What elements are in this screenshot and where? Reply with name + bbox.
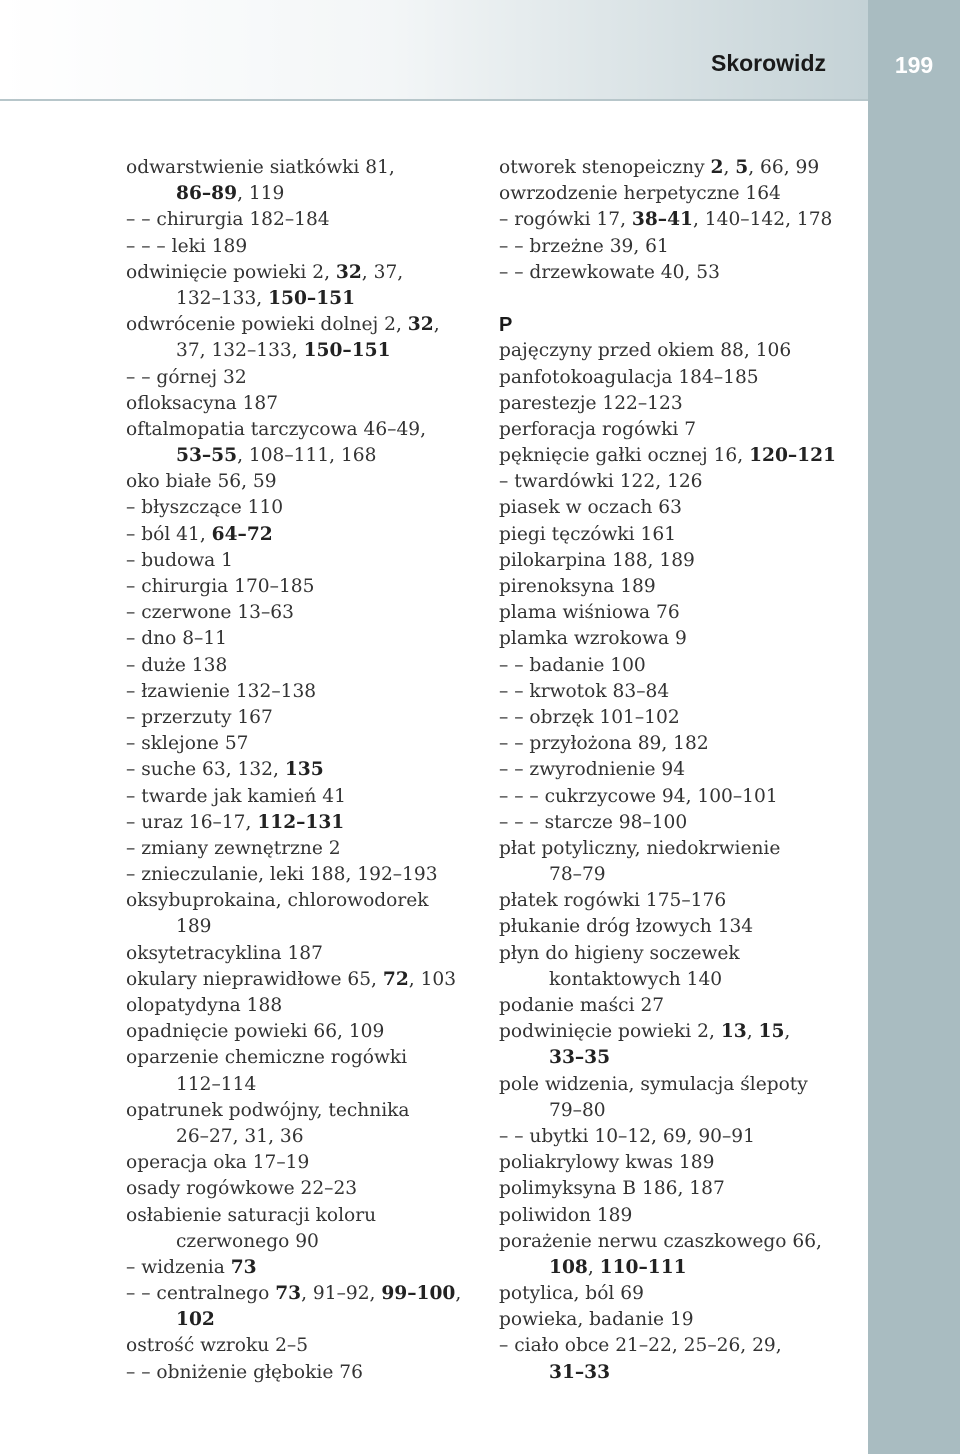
- entry-text: przerzuty 167: [141, 706, 273, 728]
- entry-text: ostrość wzroku 2–5: [126, 1335, 309, 1357]
- index-entry-continuation: [499, 1098, 847, 1124]
- entry-text: drzewkowate 40, 53: [529, 261, 720, 283]
- index-subentry: [126, 207, 488, 233]
- entry-text: ból 41,: [141, 523, 212, 545]
- entry-text: błyszczące 110: [141, 497, 284, 519]
- index-entry: [499, 574, 847, 600]
- index-subentry: [126, 548, 488, 574]
- page-ref-bold: 53–55: [176, 445, 238, 467]
- entry-text: pęknięcie gałki ocznej 16,: [499, 445, 750, 467]
- page-number: 199: [894, 52, 934, 78]
- index-entry-continuation: [126, 914, 488, 940]
- page-ref-bold: 33–35: [549, 1047, 611, 1069]
- entry-text: brzeżne 39, 61: [529, 235, 669, 257]
- entry-text: 37, 132–133,: [176, 340, 304, 362]
- index-entry-continuation: [126, 1124, 488, 1150]
- page-ref-bold: 5: [735, 157, 749, 178]
- subentry-dashes: –: [126, 785, 142, 807]
- entry-text: ofloksacyna 187: [126, 392, 279, 414]
- index-entry: [499, 1307, 847, 1333]
- entry-text: krwotok 83–84: [529, 680, 670, 702]
- entry-text: odwinięcie powieki 2,: [126, 261, 336, 283]
- subentry-dashes: –: [126, 628, 142, 650]
- index-entry: [499, 1072, 847, 1098]
- index-subentry: [126, 653, 488, 679]
- index-subentry: [126, 836, 488, 862]
- entry-text: uraz 16–17,: [141, 811, 258, 833]
- index-entry-continuation: [126, 443, 488, 469]
- entry-text: poliwidon 189: [499, 1204, 633, 1226]
- entry-text: leki 189: [171, 235, 248, 257]
- index-entry: [126, 1045, 488, 1071]
- entry-text: operacja oka 17–19: [126, 1152, 310, 1174]
- entry-text: chirurgia 182–184: [156, 209, 330, 231]
- entry-text: widzenia: [141, 1256, 231, 1278]
- index-subentry: [499, 653, 847, 679]
- index-subentry: [126, 862, 488, 888]
- entry-text: , 140–142, 178: [692, 209, 833, 231]
- entry-text: pirenoksyna 189: [499, 576, 656, 597]
- entry-text: ,: [587, 1256, 600, 1278]
- entry-text: rogówki 17,: [514, 209, 632, 231]
- page-ref-bold: 32: [407, 314, 434, 336]
- subentry-dashes: – – –: [499, 811, 545, 833]
- index-entry: [499, 600, 847, 626]
- entry-text: cukrzycowe 94, 100–101: [544, 785, 778, 807]
- subentry-dashes: – –: [126, 1361, 157, 1383]
- entry-text: oksybuprokaina, chlorowodorek: [126, 890, 429, 912]
- entry-text: 189: [176, 916, 212, 938]
- entry-text: budowa 1: [141, 549, 233, 571]
- entry-text: sklejone 57: [141, 733, 249, 755]
- subentry-dashes: – –: [499, 1125, 530, 1147]
- subentry-dashes: – – –: [126, 235, 172, 257]
- entry-text: okulary nieprawidłowe 65,: [126, 968, 383, 990]
- index-subentry: [499, 469, 847, 495]
- entry-text: , 119: [237, 183, 285, 205]
- subentry-dashes: – –: [499, 680, 530, 702]
- entry-text: ubytki 10–12, 69, 90–91: [529, 1125, 755, 1147]
- entry-text: płatek rogówki 175–176: [499, 890, 727, 912]
- index-subentry: [126, 495, 488, 521]
- entry-text: dno 8–11: [141, 628, 227, 650]
- index-subentry: [126, 1281, 488, 1307]
- entry-text: twarde jak kamień 41: [141, 785, 346, 807]
- entry-text: opadnięcie powieki 66, 109: [126, 1021, 385, 1043]
- index-entry: [126, 1150, 488, 1176]
- entry-text: podwinięcie powieki 2,: [499, 1021, 721, 1043]
- index-subentry: [499, 207, 847, 233]
- subentry-dashes: – –: [499, 733, 530, 755]
- index-subentry: [499, 1333, 847, 1359]
- subentry-dashes: –: [126, 1256, 142, 1278]
- entry-text: porażenie nerwu czaszkowego 66,: [499, 1230, 822, 1252]
- entry-text: pole widzenia, symulacja ślepoty: [499, 1073, 808, 1095]
- index-entry: [499, 993, 847, 1019]
- index-subentry: [499, 234, 847, 260]
- index-subentry: [126, 679, 488, 705]
- entry-text: perforacja rogówki 7: [499, 418, 697, 440]
- entry-text: ciało obce 21–22, 25–26, 29,: [514, 1335, 782, 1357]
- subentry-dashes: – –: [126, 366, 157, 388]
- index-subentry: [126, 626, 488, 652]
- entry-text: panfotokoagulacja 184–185: [499, 366, 759, 388]
- entry-text: opatrunek podwójny, technika: [126, 1099, 410, 1121]
- index-subentry: [499, 757, 847, 783]
- entry-text: płat potyliczny, niedokrwienie: [499, 837, 781, 859]
- page-ref-bold: 86–89: [176, 183, 238, 205]
- index-entry: [126, 967, 488, 993]
- page-ref-bold: 135: [284, 759, 324, 781]
- index-entry: [126, 1019, 488, 1045]
- entry-text: powieka, badanie 19: [499, 1309, 694, 1331]
- subentry-dashes: – –: [499, 706, 530, 728]
- index-entry-continuation: [499, 1255, 847, 1281]
- entry-text: plama wiśniowa 76: [499, 602, 680, 624]
- entry-text: twardówki 122, 126: [514, 471, 703, 493]
- index-entry: [499, 338, 847, 364]
- subentry-dashes: –: [126, 706, 142, 728]
- subentry-dashes: –: [126, 576, 142, 597]
- index-subentry: [126, 365, 488, 391]
- entry-text: owrzodzenie herpetyczne 164: [499, 183, 781, 205]
- index-subentry: [499, 1124, 847, 1150]
- entry-text: oparzenie chemiczne rogówki: [126, 1047, 408, 1069]
- index-entry: [499, 1281, 847, 1307]
- entry-text: podanie maści 27: [499, 995, 665, 1016]
- entry-text: pilokarpina 188, 189: [499, 549, 695, 571]
- index-entry: [499, 1019, 847, 1045]
- entry-text: osłabienie saturacji koloru: [126, 1204, 377, 1226]
- index-entry: [499, 888, 847, 914]
- side-strip: [868, 0, 960, 1454]
- page-ref-bold: 15: [758, 1021, 785, 1043]
- page-ref-bold: 64–72: [211, 523, 273, 545]
- section-letter: P: [499, 314, 513, 337]
- subentry-dashes: – –: [499, 261, 530, 283]
- entry-text: chirurgia 170–185: [141, 576, 315, 597]
- entry-text: plamka wzrokowa 9: [499, 628, 687, 650]
- index-entry: [499, 391, 847, 417]
- entry-text: czerwonego 90: [176, 1230, 319, 1252]
- page-ref-bold: 13: [720, 1021, 747, 1043]
- entry-text: odwrócenie powieki dolnej 2,: [126, 314, 408, 336]
- entry-text: odwarstwienie siatkówki 81,: [126, 157, 395, 178]
- index-entry: [126, 417, 488, 443]
- index-subentry: [499, 679, 847, 705]
- index-subentry: [499, 731, 847, 757]
- index-entry-continuation: [126, 338, 488, 364]
- index-subentry: [126, 522, 488, 548]
- page-ref-bold: 102: [176, 1309, 215, 1331]
- entry-text: ,: [746, 1021, 759, 1043]
- index-entry: [499, 365, 847, 391]
- entry-text: badanie 100: [529, 654, 646, 676]
- index-subentry: [499, 784, 847, 810]
- index-entry: [126, 155, 488, 181]
- subentry-dashes: –: [126, 680, 142, 702]
- index-entry: [499, 941, 847, 967]
- entry-text: ,: [784, 1021, 791, 1043]
- entry-text: kontaktowych 140: [549, 968, 723, 990]
- entry-text: centralnego: [156, 1283, 276, 1305]
- index-entry: [499, 1176, 847, 1202]
- entry-text: , 66, 99: [748, 157, 820, 178]
- entry-text: przyłożona 89, 182: [529, 733, 709, 755]
- page-ref-bold: 2: [710, 157, 724, 178]
- entry-text: płyn do higieny soczewek: [499, 942, 740, 964]
- entry-text: pajęczyny przed okiem 88, 106: [499, 340, 792, 362]
- entry-text: starcze 98–100: [544, 811, 688, 833]
- page-ref-bold: 108: [549, 1256, 588, 1278]
- index-subentry: [126, 600, 488, 626]
- header-rule: [0, 99, 868, 101]
- entry-text: oko białe 56, 59: [126, 471, 277, 493]
- subentry-dashes: –: [126, 837, 142, 859]
- page-ref-bold: 120–121: [749, 445, 836, 467]
- subentry-dashes: – –: [499, 654, 530, 676]
- page-ref-bold: 150–151: [303, 340, 391, 362]
- page-ref-bold: 38–41: [631, 209, 693, 231]
- page-ref-bold: 32: [335, 261, 362, 283]
- index-entry: [126, 1098, 488, 1124]
- index-entry: [126, 941, 488, 967]
- index-entry-continuation: [499, 1360, 847, 1386]
- entry-text: ,: [433, 314, 440, 336]
- entry-text: zwyrodnienie 94: [529, 759, 686, 781]
- page-ref-bold: 73: [275, 1283, 302, 1305]
- entry-text: poliakrylowy kwas 189: [499, 1152, 715, 1174]
- entry-text: olopatydyna 188: [126, 995, 283, 1016]
- index-subentry: [499, 260, 847, 286]
- index-entry: [499, 914, 847, 940]
- entry-text: oksytetracyklina 187: [126, 942, 323, 964]
- subentry-dashes: – –: [126, 209, 157, 231]
- index-entry: [126, 1176, 488, 1202]
- index-subentry: [126, 784, 488, 810]
- index-column-right: [499, 155, 847, 1386]
- entry-text: obniżenie głębokie 76: [156, 1361, 363, 1383]
- index-subentry: [126, 234, 488, 260]
- index-entry: [499, 181, 847, 207]
- index-entry: [499, 836, 847, 862]
- index-entry-continuation: [126, 1307, 488, 1333]
- entry-text: oftalmopatia tarczycowa 46–49,: [126, 418, 427, 440]
- subentry-dashes: –: [499, 471, 515, 493]
- page-ref-bold: 99–100: [381, 1283, 456, 1305]
- entry-text: obrzęk 101–102: [529, 706, 680, 728]
- index-subentry: [126, 705, 488, 731]
- subentry-dashes: –: [126, 864, 142, 886]
- entry-text: duże 138: [141, 654, 228, 676]
- entry-text: polimyksyna B 186, 187: [499, 1178, 725, 1200]
- page-ref-bold: 112–131: [257, 811, 345, 833]
- entry-text: 112–114: [176, 1073, 257, 1095]
- subentry-dashes: –: [499, 1335, 515, 1357]
- entry-text: potylica, ból 69: [499, 1283, 644, 1305]
- section-title: Skorowidz: [710, 50, 826, 76]
- subentry-dashes: – – –: [499, 785, 545, 807]
- entry-text: ,: [455, 1283, 462, 1305]
- subentry-dashes: –: [126, 654, 142, 676]
- entry-text: 79–80: [549, 1099, 606, 1121]
- section-gap: [499, 286, 847, 312]
- subentry-dashes: –: [499, 209, 515, 231]
- subentry-dashes: –: [126, 549, 142, 571]
- entry-text: , 37,: [361, 261, 404, 283]
- page-ref-bold: 73: [230, 1256, 257, 1278]
- index-entry: [126, 312, 488, 338]
- index-entry: [126, 993, 488, 1019]
- entry-text: parestezje 122–123: [499, 392, 683, 414]
- index-entry-continuation: [126, 1229, 488, 1255]
- index-entry: [126, 391, 488, 417]
- index-subentry: [499, 810, 847, 836]
- page-ref-bold: 110–111: [599, 1256, 687, 1278]
- entry-text: czerwone 13–63: [141, 602, 294, 624]
- subentry-dashes: –: [126, 497, 142, 519]
- entry-text: , 108–111, 168: [237, 445, 377, 467]
- index-entry: [126, 469, 488, 495]
- entry-text: górnej 32: [156, 366, 247, 388]
- entry-text: piasek w oczach 63: [499, 497, 682, 519]
- entry-text: 132–133,: [176, 287, 269, 309]
- entry-text: , 91–92,: [301, 1283, 382, 1305]
- index-entry: [499, 495, 847, 521]
- index-entry-continuation: [126, 1072, 488, 1098]
- entry-text: ,: [723, 157, 736, 178]
- index-subentry: [126, 1255, 488, 1281]
- page-ref-bold: 150–151: [268, 287, 356, 309]
- entry-text: osady rogówkowe 22–23: [126, 1178, 358, 1200]
- index-entry: [499, 1203, 847, 1229]
- index-entry: [499, 1150, 847, 1176]
- index-entry-continuation: [499, 862, 847, 888]
- page-ref-bold: 72: [382, 968, 409, 990]
- subentry-dashes: –: [126, 811, 142, 833]
- subentry-dashes: –: [126, 733, 142, 755]
- index-entry: [499, 1229, 847, 1255]
- index-column-left: [126, 155, 488, 1386]
- index-entry: [499, 155, 847, 181]
- index-entry: [499, 522, 847, 548]
- index-subentry: [126, 574, 488, 600]
- entry-text: 78–79: [549, 864, 606, 886]
- index-entry: [126, 888, 488, 914]
- index-entry: [126, 1333, 488, 1359]
- entry-text: piegi tęczówki 161: [499, 523, 677, 545]
- subentry-dashes: –: [126, 602, 142, 624]
- index-subentry: [126, 810, 488, 836]
- index-subentry: [499, 705, 847, 731]
- entry-text: płukanie dróg łzowych 134: [499, 916, 754, 938]
- index-entry-continuation: [499, 1045, 847, 1071]
- entry-text: , 103: [408, 968, 457, 990]
- index-entry-continuation: [126, 286, 488, 312]
- index-subentry: [126, 731, 488, 757]
- index-entry: [499, 417, 847, 443]
- index-entry-continuation: [126, 181, 488, 207]
- index-subentry: [126, 757, 488, 783]
- subentry-dashes: – –: [126, 1283, 157, 1305]
- entry-text: suche 63, 132,: [141, 759, 285, 781]
- entry-text: otworek stenopeiczny: [499, 157, 711, 178]
- entry-text: zmiany zewnętrzne 2: [141, 837, 341, 859]
- index-entry: [126, 260, 488, 286]
- index-entry: [126, 1203, 488, 1229]
- subentry-dashes: – –: [499, 235, 530, 257]
- subentry-dashes: –: [126, 523, 142, 545]
- index-subentry: [126, 1360, 488, 1386]
- entry-text: znieczulanie, leki 188, 192–193: [141, 864, 438, 886]
- subentry-dashes: – –: [499, 759, 530, 781]
- index-entry: [499, 443, 847, 469]
- page-ref-bold: 31–33: [549, 1361, 611, 1383]
- index-entry: [499, 626, 847, 652]
- index-entry-continuation: [499, 967, 847, 993]
- subentry-dashes: –: [126, 759, 142, 781]
- entry-text: łzawienie 132–138: [141, 680, 317, 702]
- index-entry: [499, 548, 847, 574]
- entry-text: 26–27, 31, 36: [176, 1125, 304, 1147]
